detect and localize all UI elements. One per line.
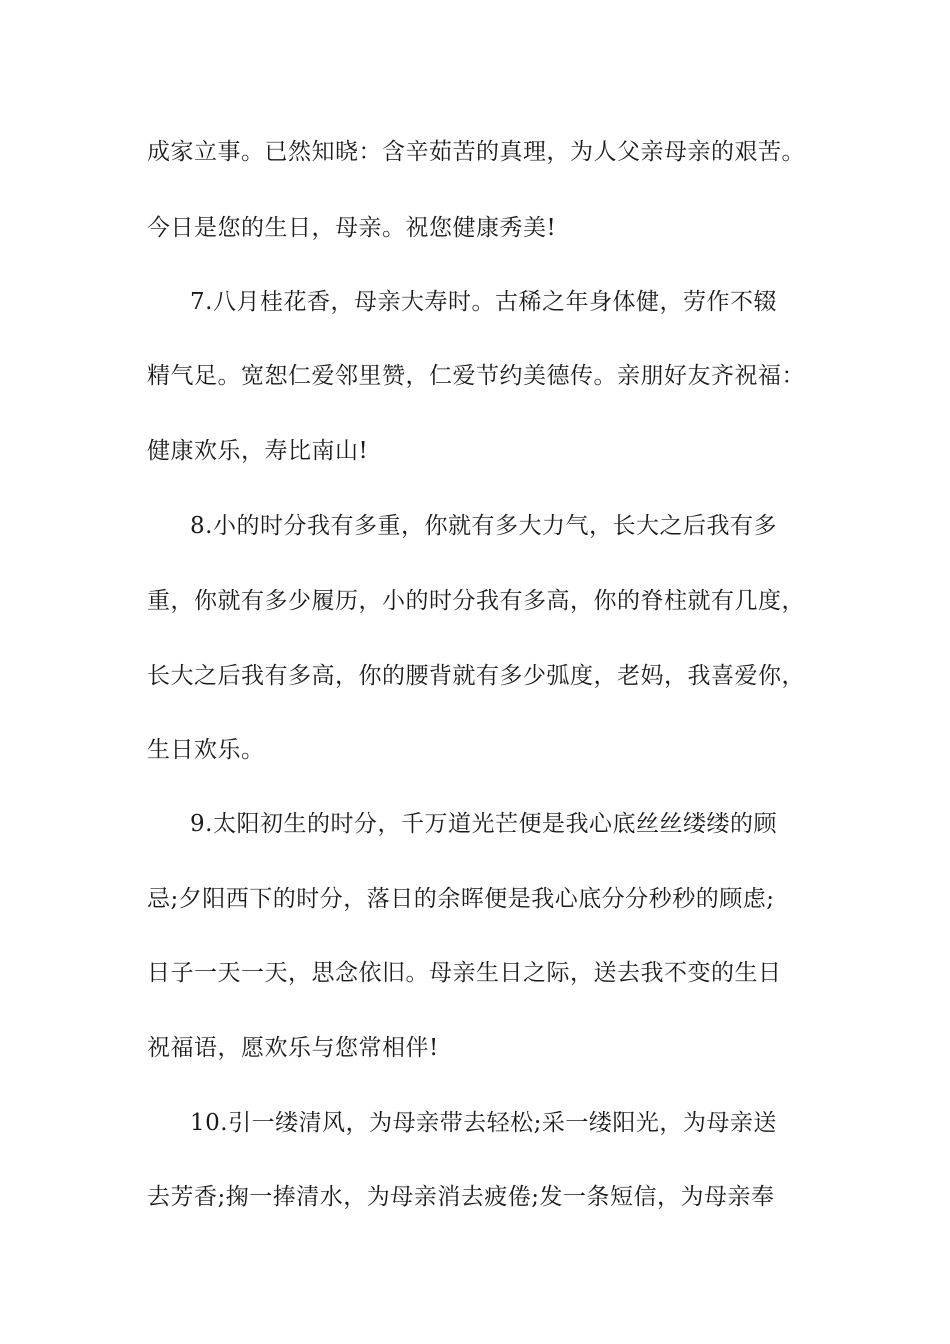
text-line-2: 今日是您的生日，母亲。祝您健康秀美! xyxy=(147,215,557,241)
item-10-line-2: 去芳香;掬一捧清水，为母亲消去疲倦;发一条短信，为母亲奉 xyxy=(147,1184,775,1210)
item-8-line-4: 生日欢乐。 xyxy=(147,737,265,763)
item-9-line-4: 祝福语，愿欢乐与您常相伴! xyxy=(147,1035,439,1061)
item-9-line-1: 9.太阳初生的时分，千万道光芒便是我心底丝丝缕缕的顾 xyxy=(190,811,777,837)
item-7-line-1: 7.八月桂花香，母亲大寿时。古稀之年身体健，劳作不辍 xyxy=(190,289,777,315)
item-10-line-1: 10.引一缕清风，为母亲带去轻松;采一缕阳光，为母亲送 xyxy=(190,1110,777,1136)
item-8-line-3: 长大之后我有多高，你的腰背就有多少弧度，老妈，我喜爱你， xyxy=(147,663,805,689)
item-8-line-2: 重，你就有多少履历，小的时分我有多高，你的脊柱就有几度， xyxy=(147,588,805,614)
item-9-line-2: 忌;夕阳西下的时分，落日的余晖便是我心底分分秒秒的顾虑; xyxy=(147,886,775,912)
item-8-line-1: 8.小的时分我有多重，你就有多大力气，长大之后我有多 xyxy=(190,513,777,539)
item-7-line-2: 精气足。宽恕仁爱邻里赞，仁爱节约美德传。亲朋好友齐祝福： xyxy=(147,363,805,389)
text-line-1: 成家立事。已然知晓：含辛茹苦的真理，为人父亲母亲的艰苦。 xyxy=(147,139,805,165)
item-7-line-3: 健康欢乐，寿比南山! xyxy=(147,438,369,464)
item-9-line-3: 日子一天一天，思念依旧。母亲生日之际，送去我不变的生日 xyxy=(147,960,782,986)
